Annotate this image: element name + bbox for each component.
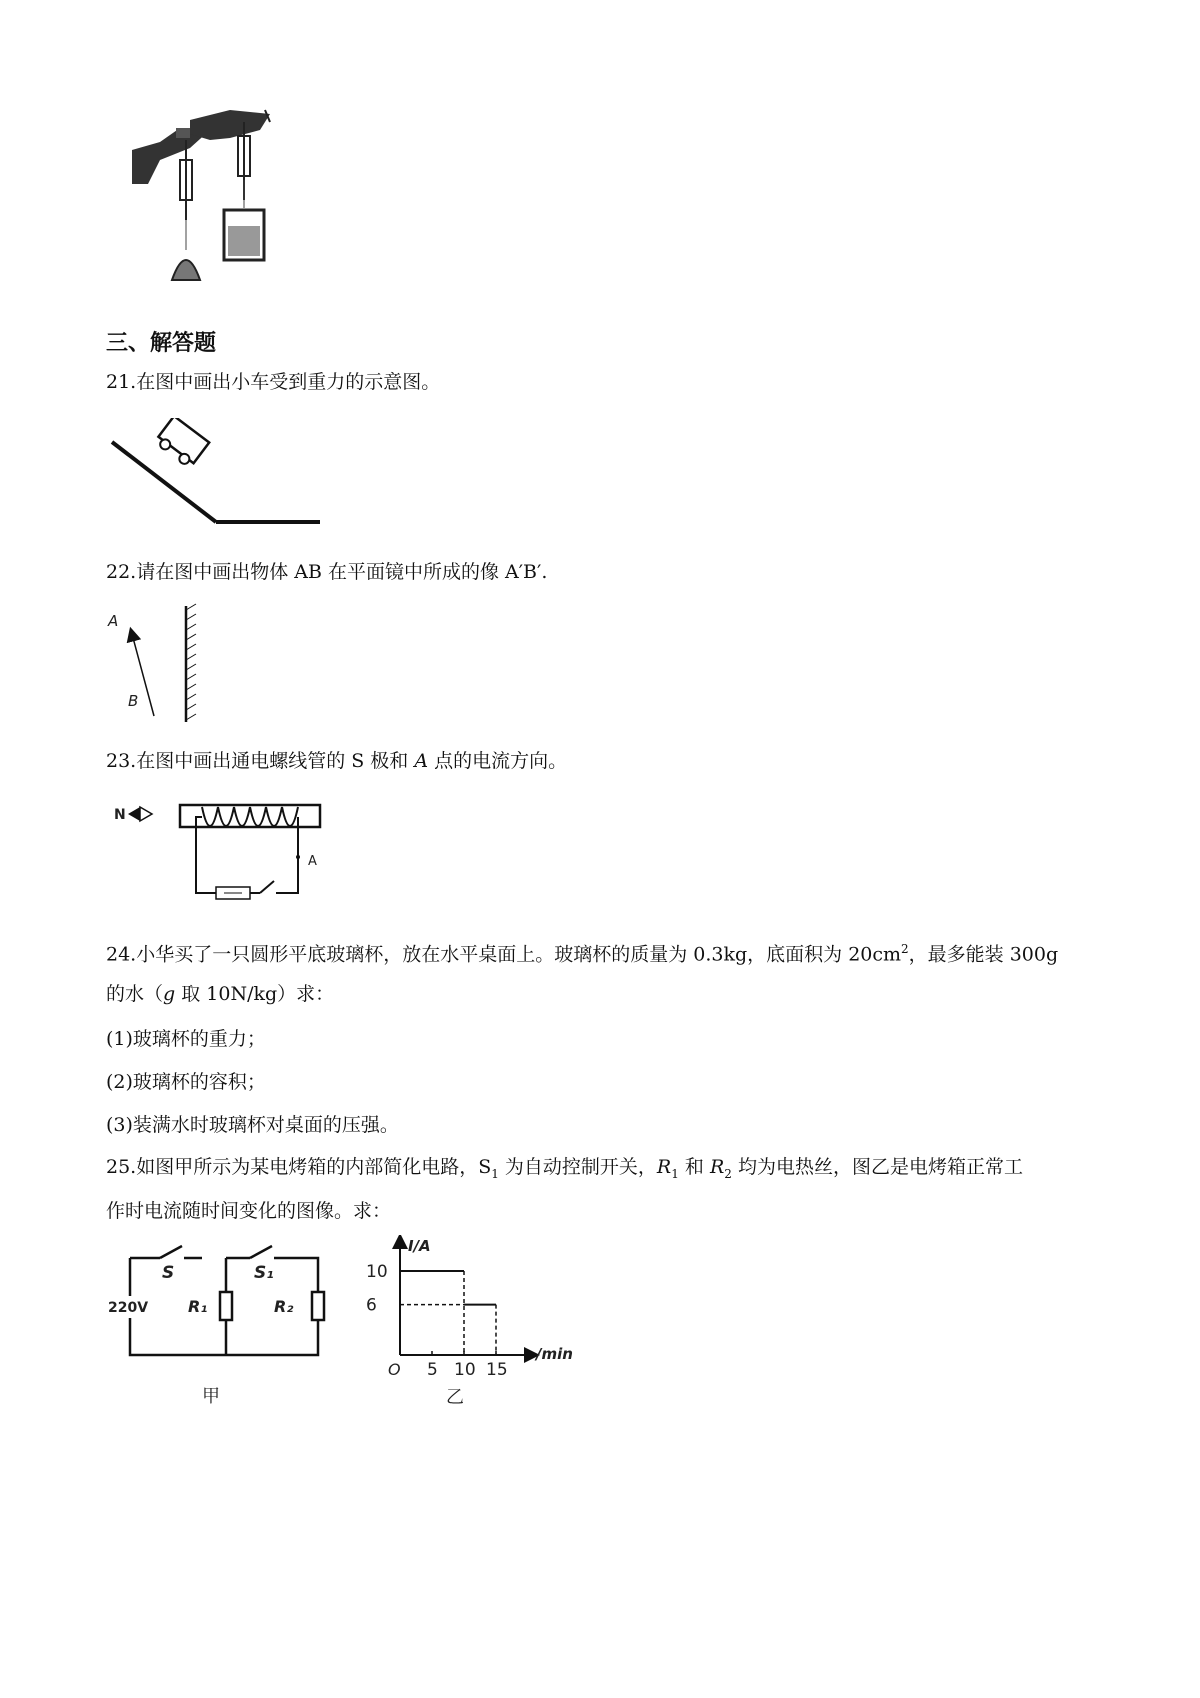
q25-s1-sub: 1 <box>491 1166 499 1181</box>
q24-line2-suffix: 取 10N/kg）求： <box>175 983 335 1005</box>
label-switch-s: S <box>162 1263 175 1283</box>
label-a: A <box>108 612 119 630</box>
q24-line1-suffix: ，最多能装 300g <box>908 943 1059 966</box>
q25-r1-sub: 1 <box>671 1166 679 1181</box>
question-22-text: 22.请在图中画出物体 AB 在平面镜中所成的像 A′B′. <box>106 561 548 583</box>
mirror-figure <box>104 600 224 725</box>
switch <box>260 881 274 893</box>
switch-s1 <box>250 1246 272 1258</box>
question-24-sub1: (1)玻璃杯的重力； <box>106 1028 266 1050</box>
q23-prefix: 23.在图中画出通电螺线管的 S 极和 <box>106 750 415 772</box>
current-time-graph <box>360 1235 590 1410</box>
q23-suffix: 点的电流方向。 <box>428 750 568 772</box>
q25-p1: 25.如图甲所示为某电烤箱的内部简化电路，S <box>106 1156 492 1178</box>
label-point-a: A <box>308 854 317 869</box>
question-24-sub2: (2)玻璃杯的容积； <box>106 1071 266 1093</box>
q23-point-a: A <box>414 750 429 772</box>
y-axis-label: I/A <box>408 1237 431 1255</box>
origin-label: O <box>388 1360 401 1379</box>
x-axis-label: /min <box>536 1345 573 1363</box>
incline-cart-figure <box>108 418 328 530</box>
q24-sup: 2 <box>901 942 909 956</box>
y-tick-label: 6 <box>366 1295 377 1316</box>
section-title: 三、解答题 <box>106 331 217 356</box>
question-25-line1 <box>106 1152 1023 1189</box>
question-24-line1 <box>106 934 1058 969</box>
question-23-text <box>106 746 567 776</box>
q24-line1-prefix: 24.小华买了一只圆形平底玻璃杯，放在水平桌面上。玻璃杯的质量为 0.3kg，底面积为 20cm <box>106 943 902 966</box>
label-voltage: 220V <box>108 1300 149 1316</box>
q25-r1: R <box>656 1156 672 1178</box>
q25-p2: 为自动控制开关， <box>498 1156 657 1178</box>
label-n: N <box>114 807 126 823</box>
q24-line2-prefix: 的水（ <box>106 983 164 1005</box>
oven-circuit-figure <box>104 1240 329 1410</box>
label-r2: R₂ <box>274 1297 294 1316</box>
resistor-r1 <box>220 1292 232 1320</box>
question-25-line2: 作时电流随时间变化的图像。求： <box>106 1200 392 1222</box>
caption-jia: 甲 <box>202 1386 220 1407</box>
caption-yi: 乙 <box>446 1387 464 1408</box>
label-b: B <box>128 692 139 710</box>
compass-needle-icon <box>128 807 152 821</box>
switch-s <box>160 1246 182 1258</box>
solenoid-circuit-figure <box>110 795 335 907</box>
q25-r2-sub: 2 <box>724 1166 732 1181</box>
x-tick-label: 10 <box>454 1360 476 1380</box>
q25-p4: 均为电热丝，图乙是电烤箱正常工 <box>731 1156 1023 1178</box>
x-tick-label: 5 <box>427 1360 438 1380</box>
y-tick-label: 10 <box>366 1262 388 1282</box>
q25-p3: 和 <box>678 1156 710 1178</box>
q25-r2: R <box>709 1156 725 1178</box>
x-tick-label: 15 <box>486 1360 508 1380</box>
spring-balance-figure <box>120 100 300 300</box>
resistor-r2 <box>312 1292 324 1320</box>
q24-g: g <box>163 983 176 1005</box>
question-24-line2 <box>106 979 334 1009</box>
label-r1: R₁ <box>188 1297 208 1316</box>
question-21-text: 21.在图中画出小车受到重力的示意图。 <box>106 371 441 393</box>
question-24-sub3: (3)装满水时玻璃杯对桌面的压强。 <box>106 1114 399 1136</box>
label-switch-s1: S₁ <box>254 1263 274 1283</box>
